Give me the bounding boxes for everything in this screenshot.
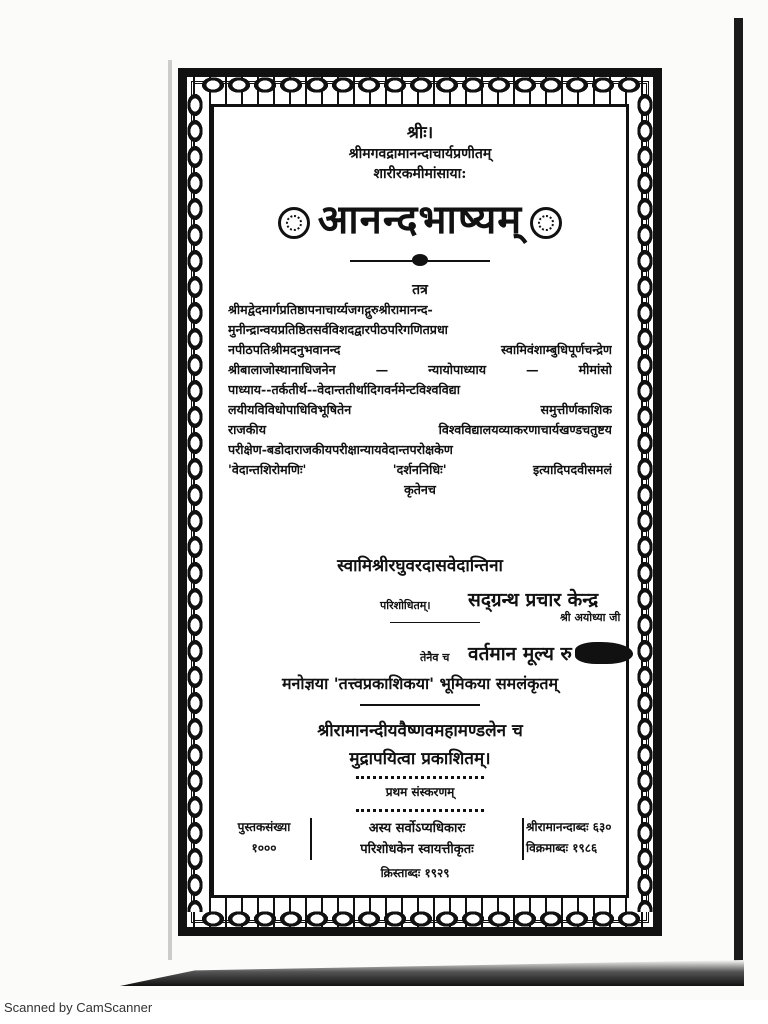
vikram-era: विक्रमाब्दः १९८६ [526,841,598,855]
tatra-heading: तत्र [412,282,428,298]
published-line: मुद्रापयित्वा प्रकाशितम्। [349,749,491,769]
rights-block [310,818,524,860]
era-block [526,818,618,856]
paragraph-line: श्रीमद्वेदमार्गप्रतिष्ठापनाचार्य्यजगद्गुरुश्रीरामानन्द- [228,302,433,317]
paragraph-line: परीक्षेण-बडोदाराजकीयपरीक्षान्यायवेदान्तपरोक्षकेण [228,442,453,457]
paragraph-line: कृतेनच [404,482,436,497]
divider [360,704,480,706]
christian-year: क्रिस्ताब्दः १९२९ [380,866,450,880]
flower-ornament-icon [278,207,310,239]
border-ornament-left [186,92,204,912]
imprint-footer [222,818,618,888]
description-paragraph [228,300,612,500]
publisher-line: श्रीरामानन्दीयवैष्णवमहामण्डलेन च [317,721,523,741]
corrected-label: परिशोधितम्। [380,599,431,612]
copies-value: १००० [251,841,277,855]
price-label: वर्तमान मूल्य रु [468,643,572,665]
invocation: श्रीः। [406,123,434,143]
border-ornament-bottom [200,910,640,928]
paragraph-line: राजकीय विश्वविद्यालयव्याकरणाचार्यखण्डचतुष्टय [228,422,612,437]
copies-block [222,818,306,856]
publisher-stamp: सद्ग्रन्थ प्रचार केन्द्र [468,589,599,611]
border-ornament-top [200,76,640,94]
ramanand-era: श्रीरामानन्दाब्दः ६३० [526,820,612,834]
rights-line: अस्य सर्वोऽप्यधिकारः [368,821,466,836]
paragraph-line: श्रीबालाजोस्थानाधिजनेन — न्यायोपाध्याय — मीमांसो [228,362,612,377]
author-line: श्रीमगवद्रामानन्दाचार्यप्रणीतम् [348,146,492,162]
copies-label: पुस्तकसंख्या [237,820,291,834]
title-text: आनन्दभाष्यम् [317,196,523,243]
work-line: शारीरकमीमांसाया: [373,166,467,182]
divider-ornament [412,254,428,266]
page-title [212,190,628,245]
edition-label: प्रथम संस्करणम् [385,785,455,799]
paragraph-line: पाध्याय--तर्कतीर्थ--वेदान्ततीर्थादिगवर्नमेन्टविश्वविद्या [228,382,460,397]
introduction-line: मनोज्ञया 'तत्त्वप्रकाशिकया' भूमिकया समलंकृतम् [281,674,559,693]
stamp-location: श्री अयोध्या जी [560,611,621,624]
paragraph-line: नपीठपतिश्रीमदनुभवानन्द स्वामिवंशाम्बुधिपूर्णचन्द्रेण [228,342,612,357]
tenaiva-text: तेनैव च [420,651,450,664]
ink-blot [575,642,633,664]
scanner-watermark: Scanned by CamScanner [4,1000,153,1015]
paragraph-line: 'वेदान्तशिरोमणिः' 'दर्शननिधिः' इत्यादिपदवीसमलं [228,462,612,477]
paragraph-line: लयीयविविधोपाधिविभूषितेन समुत्तीर्णकाशिक [228,402,612,417]
page-edge [734,18,743,983]
page-shadow [168,60,172,960]
border-ornament-right [636,92,654,912]
divider [390,622,480,623]
paragraph-line: मुनीन्द्रान्वयप्रतिष्ठितसर्वविशदद्वारपीठपरिगणितप्रधा [228,322,448,337]
flower-ornament-icon [530,207,562,239]
rights-line: परिशोधकेन स्वायत्तीकृतः [360,842,474,857]
editor-line: स्वामिश्रीरघुवरदासवेदान्तिना [337,556,503,576]
